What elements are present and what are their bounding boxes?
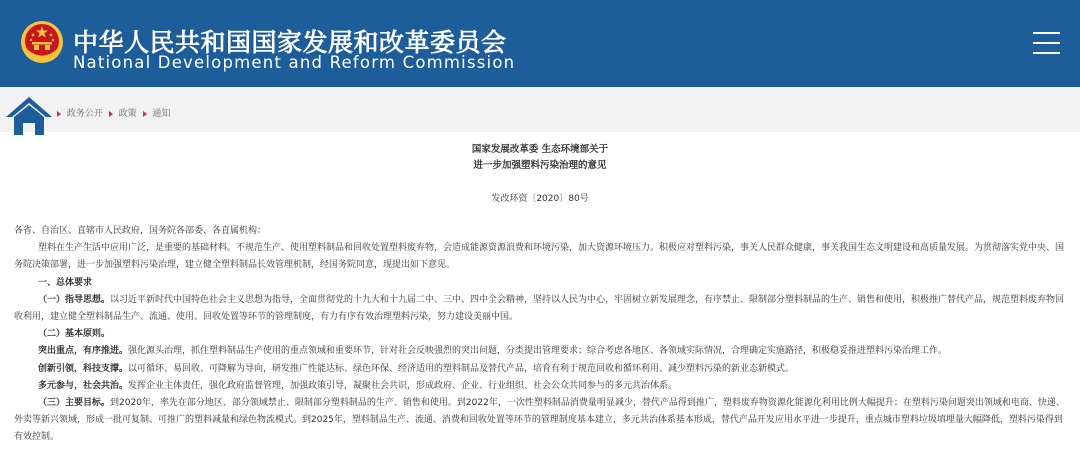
principle-title: 突出重点，有序推进。 [38, 346, 129, 357]
menu-line [1033, 32, 1060, 34]
paragraph [14, 378, 1066, 395]
paragraph [14, 292, 1066, 326]
subsection-heading: （二）基本原则。 [38, 329, 111, 340]
paragraph-text: 以可循环、易回收、可降解为导向，研发推广性能达标、绿色环保、经济适用的塑料制品及替代产品，培育有利于规范回收和循环利用、减少塑料污染的新业态新模式。 [128, 363, 795, 374]
principle-title: 创新引领，科技支撑。 [38, 363, 129, 374]
menu-line [1033, 42, 1060, 44]
section-heading: 一、总体要求 [38, 277, 93, 288]
chevron-right-icon [143, 111, 147, 117]
document-body [14, 223, 1066, 447]
site-title-cn: 中华人民共和国国家发展和改革委员会 [73, 28, 507, 57]
home-icon[interactable] [4, 95, 54, 135]
subsection-heading: （一）指导思想。 [38, 294, 111, 305]
subsection-heading: （三）主要目标。 [38, 398, 111, 409]
hamburger-menu-icon[interactable] [1033, 32, 1060, 54]
paragraph [14, 361, 1066, 378]
document-title-line2: 进一步加强塑料污染治理的意见 [473, 160, 607, 171]
paragraph-text: 发挥企业主体责任，强化政府监督管理，加强政策引导，凝聚社会共识，形成政府、企业、行业组织、社会公众共同参与的多元共治体系。 [128, 380, 678, 391]
menu-line [1033, 52, 1060, 54]
breadcrumb-item[interactable]: 通知 [152, 109, 171, 119]
paragraph-text: 到2020年，率先在部分地区、部分领域禁止、限制部分塑料制品的生产、销售和使用。到2022年，一次性塑料制品消费量明显减少，替代产品得到推广，塑料废弃物资源化能源化利用比例大幅提升；在塑料污染问题突出领域和电商、快递、外卖等新兴领域，形成一批可复制、可推广的塑料减量和绿色物流模式。到2025年，塑料制品生产、流通、消费和回收处置等环节的管理制度基本建立，多元共治体系基本形成，替代产品开发应用水平进一步提升，重点城市塑料垃圾填埋量大幅降低，塑料污染得到有效控制。 [14, 398, 1065, 443]
chevron-right-icon [109, 111, 113, 117]
breadcrumb-item[interactable]: 政策 [118, 109, 137, 119]
national-emblem-icon[interactable] [20, 20, 64, 64]
intro-paragraph: 塑料在生产生活中应用广泛，是重要的基础材料。不规范生产、使用塑料制品和回收处置塑料废弃物，会造成能源资源浪费和环境污染，加大资源环境压力。积极应对塑料污染，事关人民群众健康，事关我国生态文明建设和高质量发展。为贯彻落实党中央、国务院决策部署，进一步加强塑料污染治理，建立健全塑料制品长效管理机制，经国务院同意，现提出如下意见。 [14, 243, 1065, 271]
document-title-line1: 国家发展改革委 生态环境部关于 [471, 144, 609, 155]
paragraph [14, 395, 1066, 447]
breadcrumb [54, 106, 170, 119]
paragraph [14, 343, 1066, 360]
principle-title: 多元参与，社会共治。 [38, 380, 129, 391]
site-title-en: National Development and Reform Commission [73, 53, 516, 72]
chevron-right-icon [57, 111, 61, 117]
paragraph-text: 强化源头治理，抓住塑料制品生产使用的重点领域和重要环节，针对社会反映强烈的突出问题，分类提出管理要求；综合考虑各地区、各领域实际情况，合理确定实施路径，积极稳妥推进塑料污染治理工作。 [128, 346, 948, 357]
site-header [0, 0, 1080, 87]
breadcrumb-item[interactable]: 政务公开 [66, 109, 103, 119]
salutation: 各省、自治区、直辖市人民政府，国务院各部委、各直属机构： [14, 226, 267, 236]
document-number: 发改环资〔2020〕80号 [491, 194, 589, 204]
paragraph-text: 以习近平新时代中国特色社会主义思想为指导，全面贯彻党的十九大和十九届二中、三中、四中全会精神，坚持以人民为中心，牢固树立新发展理念，有序禁止、限制部分塑料制品的生产、销售和使用，积极推广替代产品，规范塑料废弃物回收利用，建立健全塑料制品生产、流通、使用、回收处置等环节的管理制度，有力有序有效治理塑料污染，努力建设美丽中国。 [14, 294, 1065, 323]
